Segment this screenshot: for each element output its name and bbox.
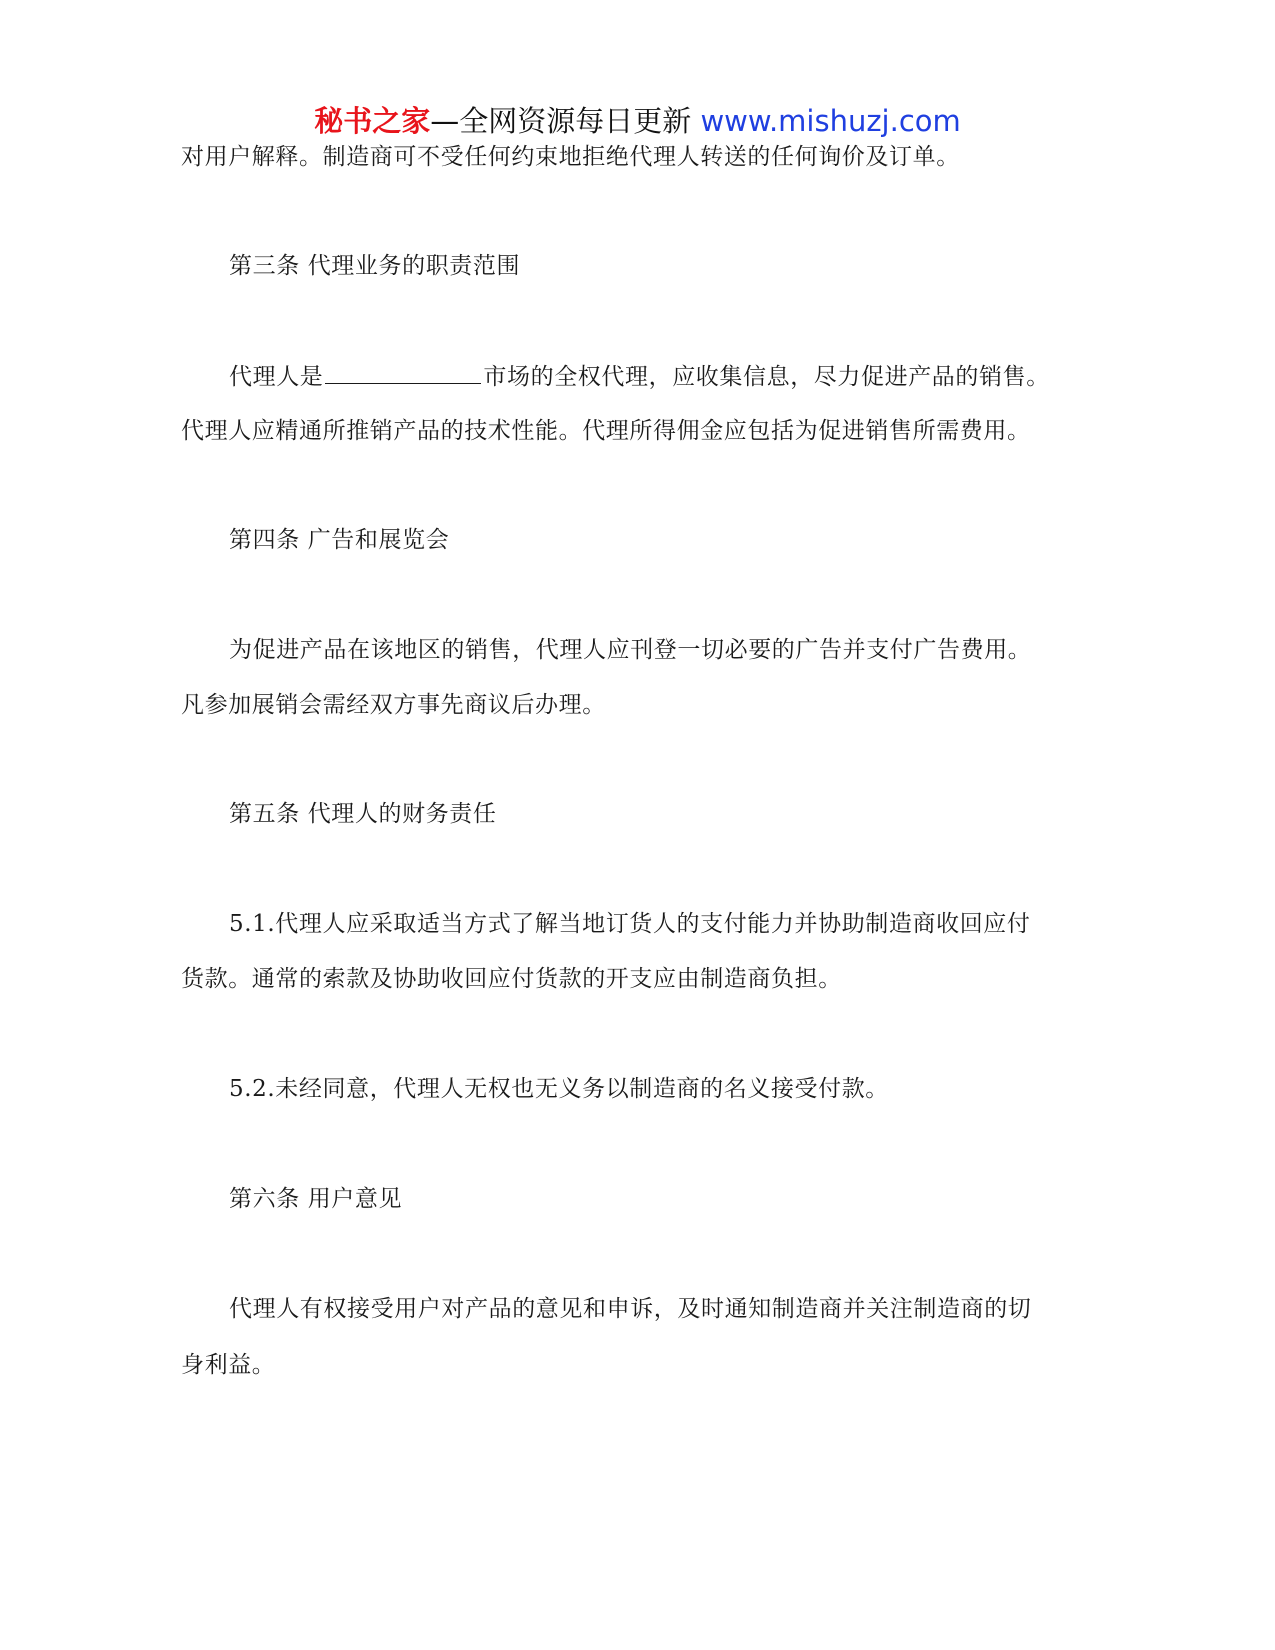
paragraph-line: 货款。通常的索款及协助收回应付货款的开支应由制造商负担。 [181,966,842,992]
paragraph-line: 凡参加展销会需经双方事先商议后办理。 [181,692,606,718]
section-heading-5: 第五条 代理人的财务责任 [229,801,497,827]
paragraph-line: 代理人应精通所推销产品的技术性能。代理所得佣金应包括为促进销售所需费用。 [181,418,1031,444]
paragraph-line: 代理人有权接受用户对产品的意见和申诉，及时通知制造商并关注制造商的切 [229,1296,1032,1322]
header-tagline: —全网资源每日更新 [430,104,692,138]
paragraph-line: 对用户解释。制造商可不受任何约束地拒绝代理人转送的任何询价及订单。 [181,144,960,170]
brand-name: 秘书之家 [314,104,431,138]
section-heading-3: 第三条 代理业务的职责范围 [229,253,521,279]
paragraph-line: 身利益。 [181,1352,276,1378]
paragraph-line: 5.1.代理人应采取适当方式了解当地订货人的支付能力并协助制造商收回应付 [229,911,1031,937]
paragraph-line: 为促进产品在该地区的销售，代理人应刊登一切必要的广告并支付广告费用。 [229,637,1032,663]
paragraph-text: 代理人是 [229,364,324,390]
fill-in-blank [325,361,481,384]
section-heading-6: 第六条 用户意见 [229,1186,403,1212]
site-url-link[interactable]: www.mishuzj.com [700,104,961,138]
site-header-banner [0,101,1275,141]
paragraph-line: 5.2.未经同意，代理人无权也无义务以制造商的名义接受付款。 [229,1076,889,1102]
paragraph-line [229,361,1050,392]
section-heading-4: 第四条 广告和展览会 [229,527,450,553]
paragraph-text: 市场的全权代理，应收集信息，尽力促进产品的销售。 [483,364,1050,390]
